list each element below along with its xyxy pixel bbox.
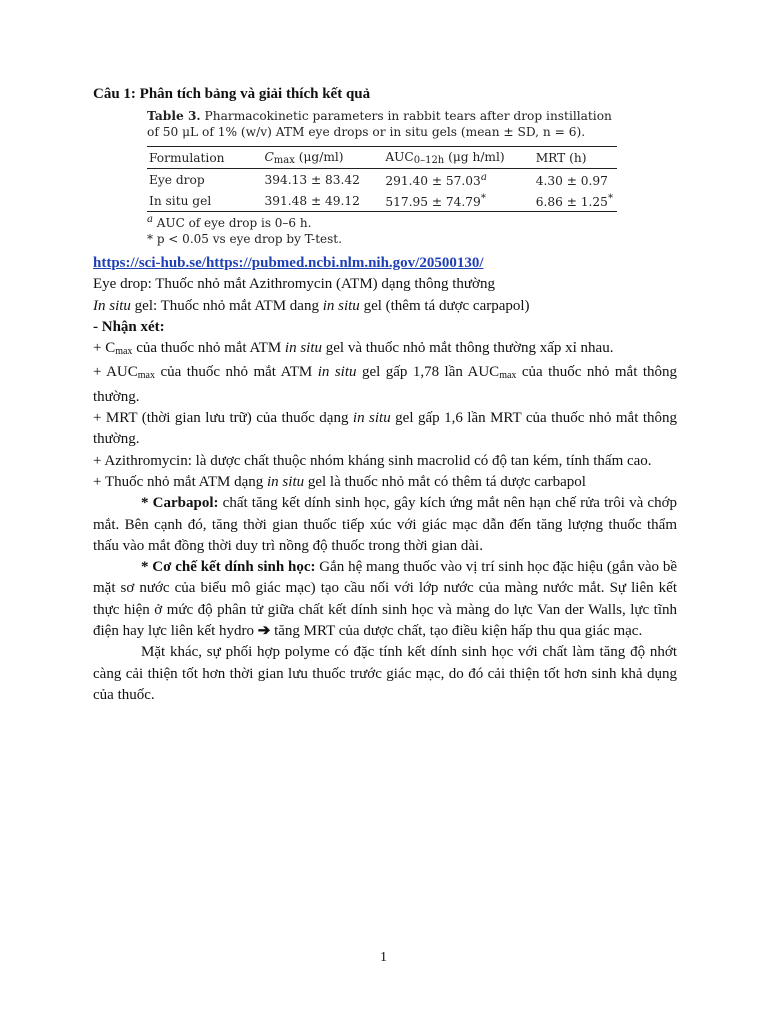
remark-mrt: + MRT (thời gian lưu trữ) của thuốc dạng in situ gel gấp 1,6 lần MRT của thuốc nhỏ mắt thông thường.: [93, 410, 678, 448]
definition-eye-drop: Eye drop: Thuốc nhỏ mắt Azithromycin (ATM) dạng thông thường: [93, 276, 495, 293]
footnote-star: * p < 0.05 vs eye drop by T-test.: [147, 232, 342, 247]
header-auc: $AUC_{0-12h}$ (μg h/ml): [383, 147, 533, 169]
definition-in-situ: In situ gel: Thuốc nhỏ mắt ATM dang in situ gel (thêm tá dược carpapol): [93, 297, 530, 314]
paragraph-closing: Mặt khác, sự phối hợp polyme có đặc tính kết dính sinh học với chất làm tăng độ nhớt càng cải thiện tốt hơn thời gian lưu thuốc trước giác mạc, do đó cải thiện tốt hơn sinh khả dụng của thuốc.: [93, 644, 677, 703]
cell-cmax: 391.48 ± 49.12: [262, 190, 383, 212]
table-row: [147, 190, 617, 212]
footnote-a: $^a$ AUC of eye drop is 0–6 h.: [147, 214, 312, 231]
arrow-right-icon: ➔: [257, 623, 271, 640]
answer-body: [93, 253, 677, 706]
header-mrt: MRT (h): [534, 147, 617, 169]
cell-auc: 517.95 ± 74.79*: [383, 190, 533, 212]
cell-mrt: 6.86 ± 1.25*: [534, 190, 617, 212]
remark-auc: + $AUC_{max}$ của thuốc nhỏ mắt ATM in situ gel gấp 1,78 lần $AUC_{max}$ của thuốc nhỏ mắt thông thường.: [93, 364, 677, 405]
table-caption-label: Table 3.: [147, 109, 201, 123]
source-link[interactable]: https://sci-hub.se/https://pubmed.ncbi.nlm.nih.gov/20500130/: [93, 255, 484, 271]
table-caption-text: Pharmacokinetic parameters in rabbit tears after drop instillation of 50 μL of 1% (w/v) ATM eye drops or in situ gels (mean ± SD, n = 6).: [147, 109, 612, 139]
page-number: 1: [380, 950, 387, 965]
table-row: [147, 169, 617, 191]
cell-mrt: 4.30 ± 0.97: [535, 174, 608, 189]
remark-cmax: + $C_{max}$ của thuốc nhỏ mắt ATM in situ gel và thuốc nhỏ mắt thông thường xấp xỉ nhau.: [93, 340, 614, 358]
paragraph-carbapol: * Carbapol: chất tăng kết dính sinh học, gây kích ứng mắt nên hạn chế rửa trôi và chớp mắt. Bên cạnh đó, tăng thời gian thuốc tiếp xúc với giác mạc dẫn đến tăng lượng thuốc thẩm thấu vào mắt đồng thời duy trì nồng độ thuốc trong thời gian dài.: [93, 495, 677, 554]
table-header-row: [147, 147, 617, 169]
table-figure: [147, 108, 622, 247]
paragraph-mechanism: * Cơ chế kết dính sinh học: Gắn hệ mang thuốc vào vị trí sinh học đặc hiệu (gắn vào bề mặt sơ nước của biểu mô giác mạc) tạo cầu nối với lớp nước của màng nước mắt. Sự liên kết thực hiện ở mức độ phân tử giữa chất kết dính sinh học và màng do lực Van der Walls, lực tĩnh điện hay lực liên kết hydro ➔ tăng MRT của dược chất, tạo điều kiện hấp thu qua giác mạc.: [93, 559, 677, 640]
header-cmax: $C_{max}$ (μg/ml): [262, 147, 383, 169]
remarks-title: - Nhận xét:: [93, 318, 165, 335]
cell-formulation: Eye drop: [149, 172, 205, 187]
pk-table: [147, 146, 617, 212]
table-caption: [147, 108, 622, 140]
cell-formulation: In situ gel: [147, 190, 262, 212]
remark-atm: + Thuốc nhỏ mắt ATM dạng in situ gel là thuốc nhỏ mắt có thêm tá dược carbapol: [93, 473, 586, 490]
header-formulation: Formulation: [147, 147, 262, 169]
remark-azithromycin: + Azithromycin: là dược chất thuộc nhóm kháng sinh macrolid có độ tan kém, tính thấm cao.: [93, 452, 652, 469]
cell-auc: 291.40 ± 57.03$^a$: [385, 172, 487, 189]
question-heading: Câu 1: Phân tích bảng và giải thích kết quả: [93, 86, 371, 102]
cell-cmax: 394.13 ± 83.42: [264, 172, 360, 187]
